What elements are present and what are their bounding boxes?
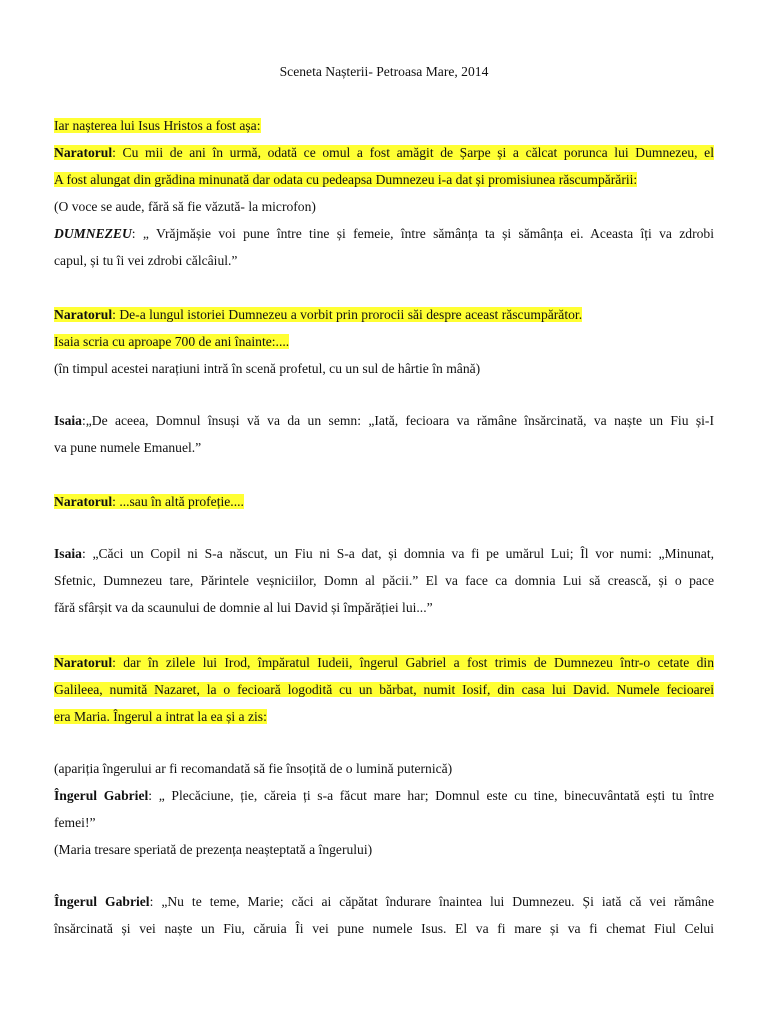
text-line: Galileea, numită Nazaret, la o fecioară logodită cu un bărbat, numit Iosif, din casa lui David. Numele fecioarei [54, 682, 714, 697]
stage-direction: (în timpul acestei narațiuni intră în scenă profetul, cu un sul de hârtie în mână) [54, 361, 481, 376]
gabriel-line: Îngerul Gabriel: „ Plecăciune, ție, căreia ți s-a făcut mare har; Domnul este cu tine, binecuvântată ești tu între [54, 788, 714, 803]
isaia-line: Isaia:„De aceea, Domnul însuși vă va da un semn: „Iată, fecioara va rămâne însărcinată, va naște un Fiu și-I [54, 413, 714, 428]
speaker-narrator: Naratorul [54, 145, 113, 160]
speaker-god: DUMNEZEU [54, 226, 132, 241]
stage-direction: (apariția îngerului ar fi recomandată să fie însoțită de o lumină puternică) [54, 761, 453, 776]
text-line: era Maria. Îngerul a intrat la ea și a zis: [54, 709, 267, 724]
text-line: însărcinată și vei naște un Fiu, căruia Îi vei pune numele Isus. El va fi mare și va fi chemat Fiul Celui [54, 921, 714, 936]
gabriel-line: Îngerul Gabriel: „Nu te teme, Marie; căci ai căpătat îndurare înaintea lui Dumnezeu. Și iată că vei rămâne [54, 894, 714, 909]
god-line: DUMNEZEU: „ Vrăjmășie voi pune între tine și femeie, între sămânța ta și sămânța ei. Aceasta îți va zdrobi [54, 226, 714, 241]
page-title: Sceneta Nașterii- Petroasa Mare, 2014 [279, 64, 489, 79]
stage-direction: (O voce se aude, fără să fie văzută- la microfon) [54, 199, 316, 214]
text-line: capul, și tu îi vei zdrobi călcâiul.” [54, 253, 238, 268]
text-line: femei!” [54, 815, 96, 830]
speaker-isaia: Isaia [54, 413, 82, 428]
narrator-line: Naratorul: Cu mii de ani în urmă, odată ce omul a fost amăgit de Șarpe și a călcat porunca lui Dumnezeu, el [54, 145, 714, 160]
narrator-line: Naratorul: ...sau în altă profeție.... [54, 494, 244, 509]
text-line: Sfetnic, Dumnezeu tare, Părintele veșniciilor, Domn al păcii.” El va face ca domnia Lui să crească, și o pace [54, 573, 714, 588]
stage-direction: (Maria tresare speriată de prezența neașteptată a îngerului) [54, 842, 373, 857]
speaker-narrator: Naratorul [54, 494, 113, 509]
narrator-line: Naratorul: dar în zilele lui Irod, împăratul Iudeii, îngerul Gabriel a fost trimis de Dumnezeu într-o cetate din [54, 655, 714, 670]
speaker-isaia: Isaia [54, 546, 82, 561]
text-line: Iar nașterea lui Isus Hristos a fost așa: [54, 118, 261, 133]
speaker-narrator: Naratorul [54, 655, 113, 670]
text-line: A fost alungat din grădina minunată dar odata cu pedeapsa Dumnezeu i-a dat și promisiunea răscumpărării: [54, 172, 638, 187]
text-line: Isaia scria cu aproape 700 de ani înainte:.... [54, 334, 290, 349]
speaker-gabriel: Îngerul Gabriel [54, 788, 149, 803]
narrator-line: Naratorul: De-a lungul istoriei Dumnezeu a vorbit prin prorocii săi despre aceast răscumpărător. [54, 307, 583, 322]
speaker-narrator: Naratorul [54, 307, 113, 322]
text-line: va pune numele Emanuel.” [54, 440, 202, 455]
isaia-line: Isaia: „Căci un Copil ni S-a născut, un Fiu ni S-a dat, și domnia va fi pe umărul Lui; Îl vor numi: „Minunat, [54, 546, 714, 561]
speaker-gabriel: Îngerul Gabriel [54, 894, 150, 909]
text-line: fără sfârșit va da scaunului de domnie al lui David și împărăției lui...” [54, 600, 433, 615]
